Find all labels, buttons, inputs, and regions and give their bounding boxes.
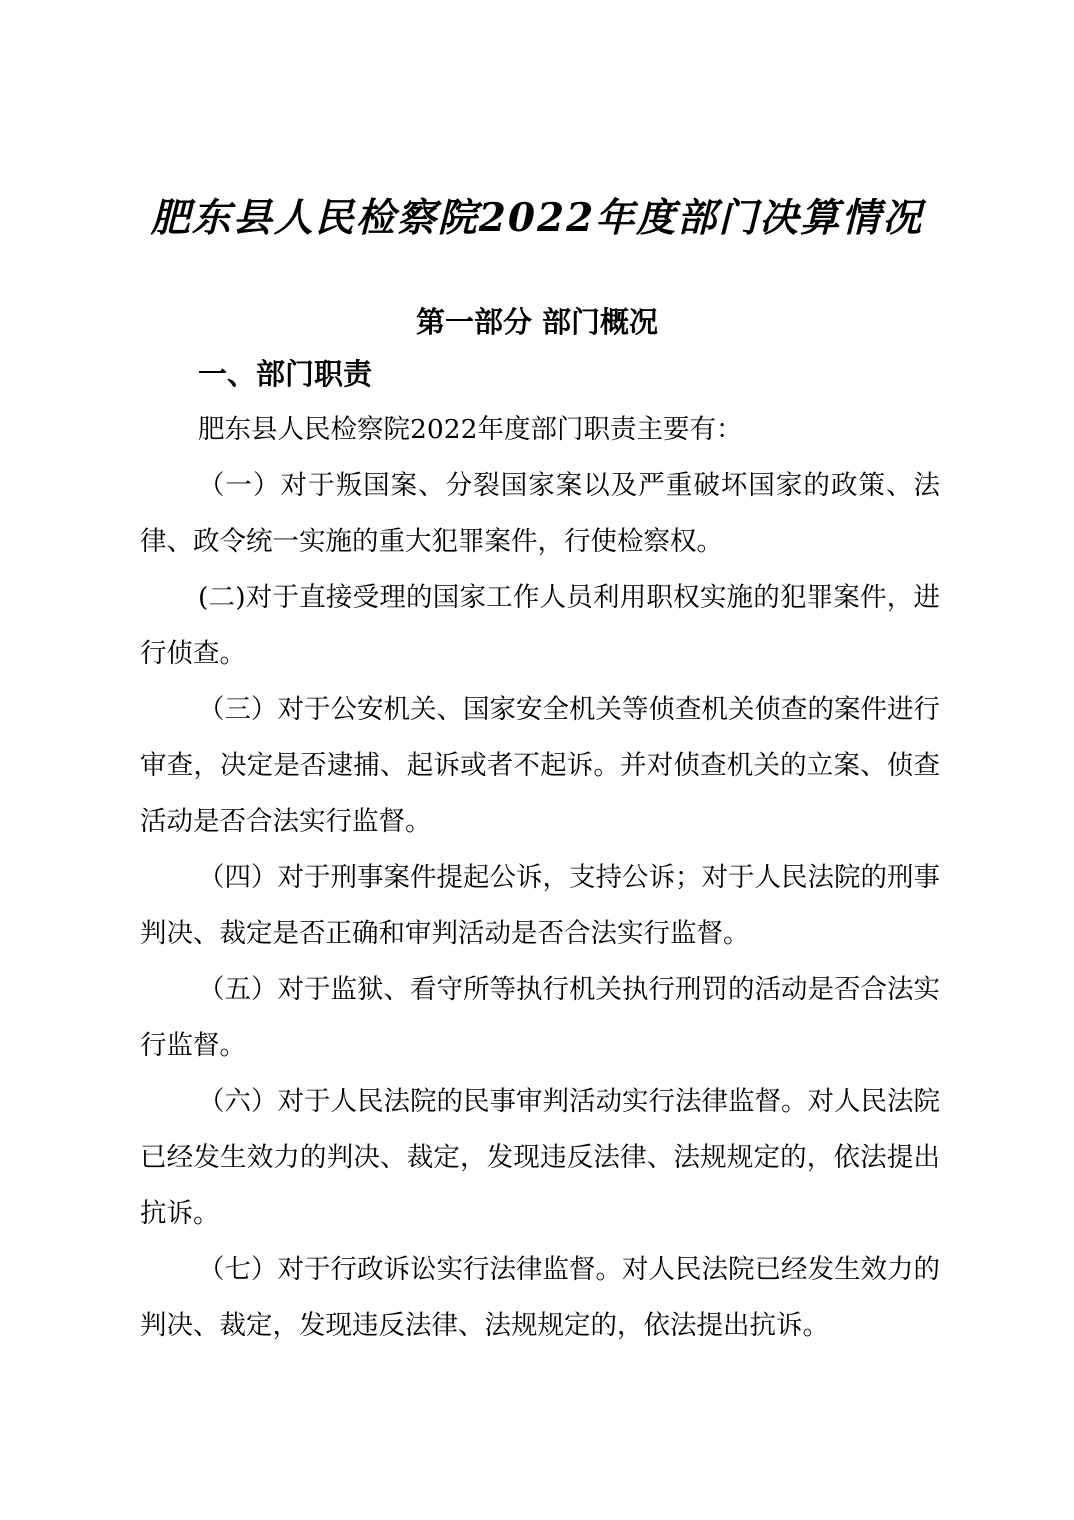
paragraph-item-2: (二)对于直接受理的国家工作人员利用职权实施的犯罪案件，进行侦查。 (140, 582, 940, 669)
document-title: 肥东县人民检察院2022年度部门决算情况 (150, 195, 924, 241)
part-title: 第一部分 部门概况 (415, 305, 659, 339)
body-text (140, 402, 940, 1354)
paragraph-item-6: （六）对于人民法院的民事审判活动实行法律监督。对人民法院已经发生效力的判决、裁定，发现违反法律、法规规定的，依法提出抗诉。 (140, 1086, 940, 1229)
paragraph-item-4: （四）对于刑事案件提起公诉，支持公诉；对于人民法院的刑事判决、裁定是否正确和审判活动是否合法实行监督。 (140, 862, 940, 949)
section-heading: 一、部门职责 (198, 357, 373, 391)
paragraph-item-3: （三）对于公安机关、国家安全机关等侦查机关侦查的案件进行审查，决定是否逮捕、起诉或者不起诉。并对侦查机关的立案、侦查活动是否合法实行监督。 (140, 694, 940, 837)
paragraph-intro: 肥东县人民检察院2022年度部门职责主要有： (198, 414, 743, 445)
paragraph-item-1: （一）对于叛国案、分裂国家案以及严重破坏国家的政策、法律、政令统一实施的重大犯罪案件，行使检察权。 (140, 470, 940, 557)
paragraph-item-5: （五）对于监狱、看守所等执行机关执行刑罚的活动是否合法实行监督。 (140, 974, 940, 1061)
paragraph-item-7: （七）对于行政诉讼实行法律监督。对人民法院已经发生效力的判决、裁定，发现违反法律、法规规定的，依法提出抗诉。 (140, 1254, 940, 1341)
